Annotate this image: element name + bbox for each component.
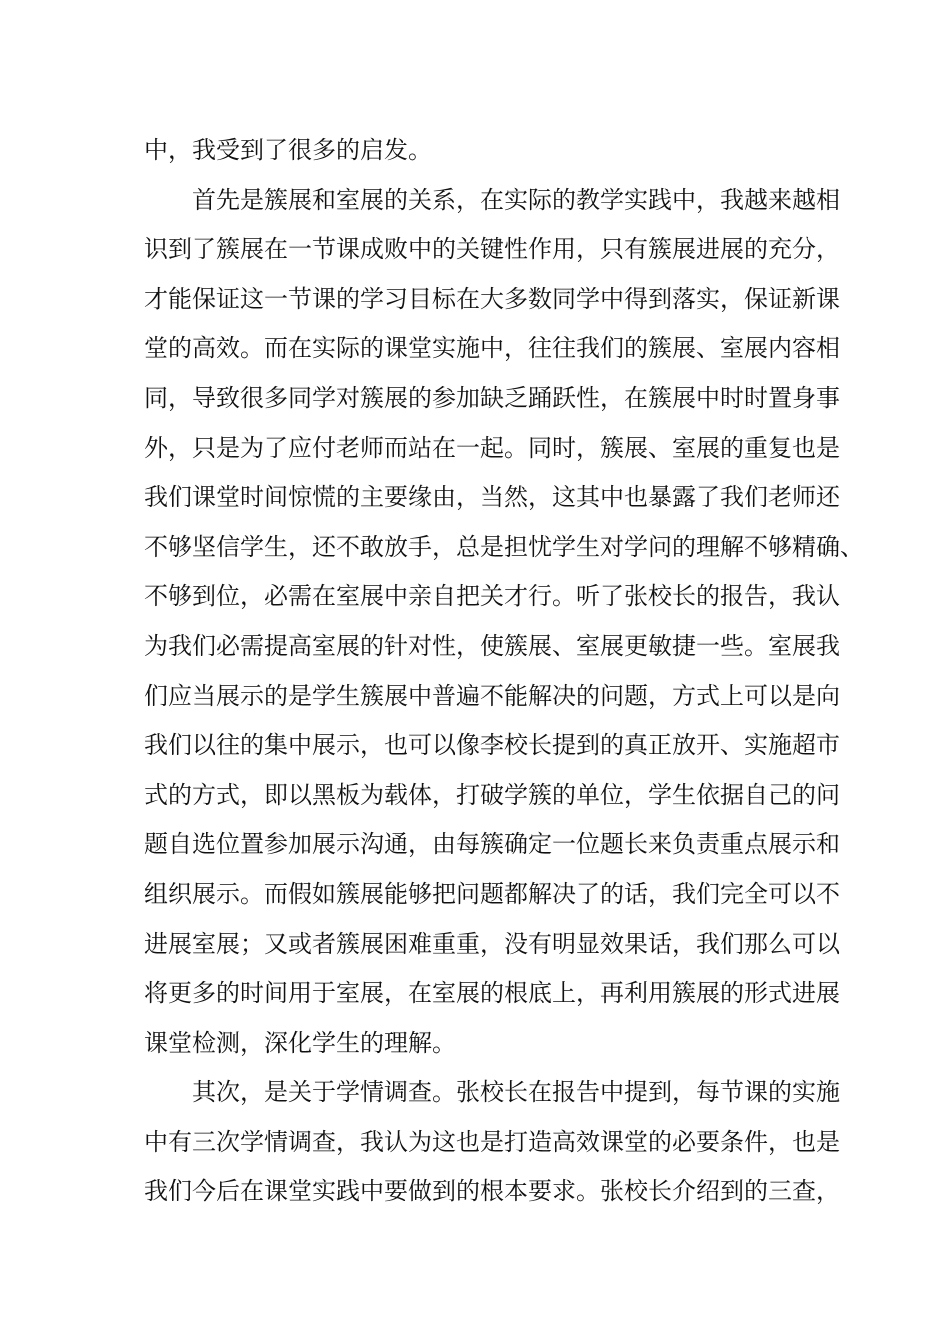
text-line: 识到了簇展在一节课成败中的关键性作用，只有簇展进展的充分， [144,235,840,264]
text-line: 同，导致很多同学对簇展的参加缺乏踊跃性，在簇展中时时置身事 [144,383,840,412]
text-line: 课堂检测，深化学生的理解。 [144,1028,456,1057]
text-line: 们应当展示的是学生簇展中普遍不能解决的问题，方式上可以是向 [144,681,840,710]
paragraph-first-line: 其次，是关于学情调查。张校长在报告中提到，每节课的实施 [192,1078,840,1107]
text-line: 我们今后在课堂实践中要做到的根本要求。张校长介绍到的三查， [144,1177,840,1206]
text-line: 式的方式，即以黑板为载体，打破学簇的单位，学生依据自己的问 [144,780,840,809]
text-line: 我们以往的集中展示，也可以像李校长提到的真正放开、实施超市 [144,731,840,760]
text-line: 我们课堂时间惊慌的主要缘由，当然，这其中也暴露了我们老师还 [144,483,840,512]
text-line: 堂的高效。而在实际的课堂实施中，往往我们的簇展、室展内容相 [144,334,840,363]
body-text [144,126,864,1217]
paragraph-first-line: 首先是簇展和室展的关系，在实际的教学实践中，我越来越相 [192,185,840,214]
text-line: 中有三次学情调查，我认为这也是打造高效课堂的必要条件，也是 [144,1127,840,1156]
text-line: 不够到位，必需在室展中亲自把关才行。听了张校长的报告，我认 [144,582,840,611]
text-line: 才能保证这一节课的学习目标在大多数同学中得到落实，保证新课 [144,284,840,313]
text-line: 将更多的时间用于室展，在室展的根底上，再利用簇展的形式进展 [144,979,840,1008]
text-line: 题自选位置参加展示沟通，由每簇确定一位题长来负责重点展示和 [144,830,840,859]
text-line: 进展室展；又或者簇展困难重重，没有明显效果话，我们那么可以 [144,929,840,958]
text-line: 组织展示。而假如簇展能够把问题都解决了的话，我们完全可以不 [144,879,840,908]
text-line: 外，只是为了应付老师而站在一起。同时，簇展、室展的重复也是 [144,433,840,462]
text-line: 中，我受到了很多的启发。 [144,136,432,164]
text-line: 不够坚信学生，还不敢放手，总是担忧学生对学问的理解不够精确、 [144,532,864,561]
text-line: 为我们必需提高室展的针对性，使簇展、室展更敏捷一些。室展我 [144,631,840,660]
